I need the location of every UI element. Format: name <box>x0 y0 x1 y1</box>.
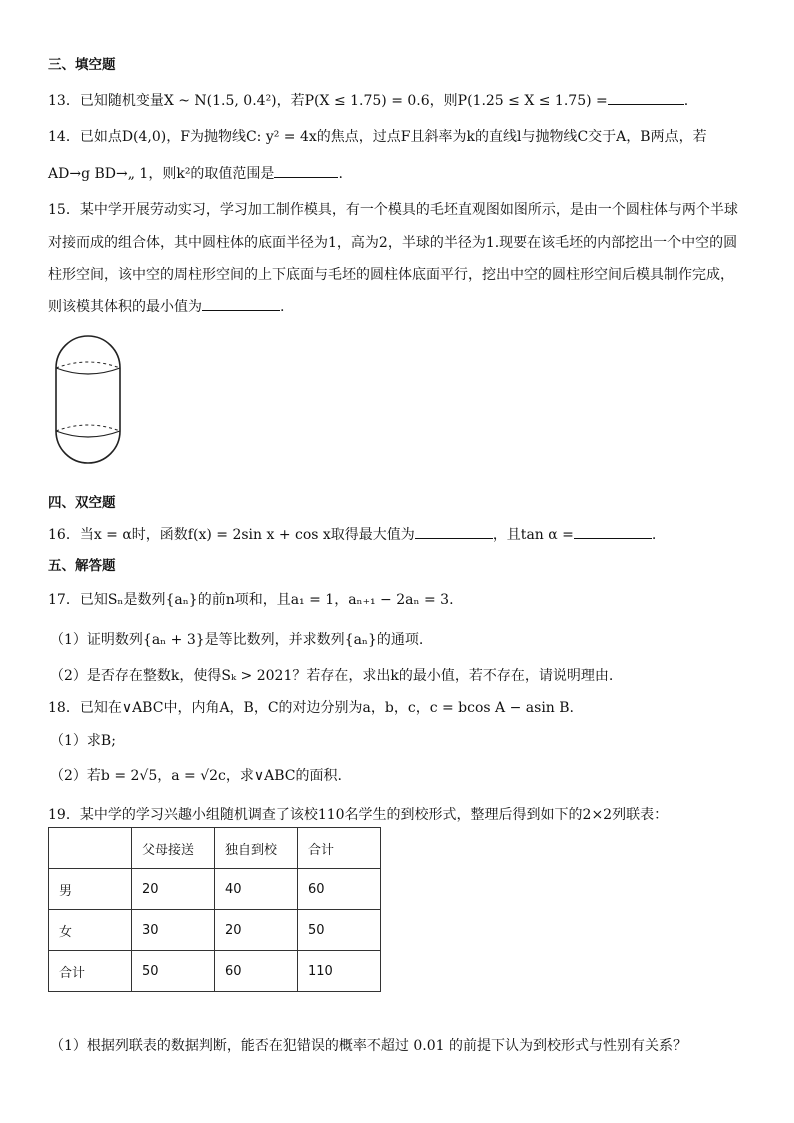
question-14-text-2: AD→g BD→„ 1，则k²的取值范围是 <box>48 166 275 182</box>
table-header-cell: 合计 <box>298 828 381 869</box>
question-13-text: 已知随机变量X ~ N(1.5, 0.4²)，若P(X ≤ 1.75) = 0.6，则P(1.25 ≤ X ≤ 1.75) = <box>79 93 608 109</box>
answer-blank-15[interactable] <box>202 296 280 311</box>
table-cell: 20 <box>215 910 298 951</box>
question-19 <box>48 805 668 825</box>
question-18-part1: （1）求B; <box>50 733 116 749</box>
question-18-text: 已知在∨ABC中，内角A，B，C的对边分别为a，b，c，c = bcos A − asin B. <box>79 700 574 716</box>
question-17-text: 已知Sₙ是数列{aₙ}的前n项和，且a₁ = 1，aₙ₊₁ − 2aₙ = 3. <box>79 592 454 608</box>
question-17-number: 17． <box>48 592 80 608</box>
question-15-line2: 对接而成的组合体，其中圆柱体的底面半径为1，高为2，半球的半径为1.现要在该毛坯的内部挖出一个中空的圆 <box>48 235 738 251</box>
section-title-answer: 五、解答题 <box>48 558 116 574</box>
question-17 <box>48 590 454 610</box>
section-title-double-blank: 四、双空题 <box>48 495 116 511</box>
table-cell: 30 <box>132 910 215 951</box>
question-15-line4 <box>48 296 284 317</box>
question-17-part1: （1）证明数列{aₙ + 3}是等比数列，并求数列{aₙ}的通项. <box>50 632 424 648</box>
bottom-ellipse-front <box>56 431 120 437</box>
contingency-table <box>48 827 381 992</box>
table-cell: 20 <box>132 869 215 910</box>
question-18-part2: （2）若b = 2√5，a = √2c，求∨ABC的面积. <box>50 768 342 784</box>
answer-blank-16b[interactable] <box>574 524 652 539</box>
question-16 <box>48 524 656 545</box>
table-header-cell: 独自到校 <box>215 828 298 869</box>
question-14-line1 <box>48 127 707 147</box>
question-15-tail: . <box>280 299 285 315</box>
question-14-line2 <box>48 163 343 184</box>
table-row <box>49 951 381 992</box>
question-15-text-1: 某中学开展劳动实习，学习加工制作模具，有一个模具的毛坯直观图如图所示，是由一个圆柱体与两个半球 <box>79 202 738 218</box>
bottom-ellipse-back <box>56 425 120 431</box>
question-19-part1: （1）根据列联表的数据判断，能否在犯错误的概率不超过 0.01 的前提下认为到校形式与性别有关系？ <box>50 1038 687 1054</box>
table-header-row <box>49 828 381 869</box>
question-18 <box>48 698 574 718</box>
table-cell: 50 <box>298 910 381 951</box>
answer-blank-16a[interactable] <box>415 524 493 539</box>
question-15-text-4: 则该模其体积的最小值为 <box>48 299 202 315</box>
table-cell: 合计 <box>49 951 132 992</box>
question-13-tail: . <box>683 93 689 109</box>
question-16-tail: . <box>651 527 657 543</box>
question-16-text-a: 当x = α时，函数f(x) = 2sin x + cos x取得最大值为 <box>79 527 415 543</box>
table-cell: 60 <box>215 951 298 992</box>
question-13 <box>48 90 688 111</box>
table-cell: 50 <box>132 951 215 992</box>
question-14-number: 14． <box>48 129 80 145</box>
answer-blank-14[interactable] <box>274 163 338 178</box>
top-ellipse-front <box>56 368 120 374</box>
question-19-number: 19． <box>48 807 80 823</box>
question-15-number: 15． <box>48 202 80 218</box>
question-14-tail: . <box>338 166 343 182</box>
table-cell: 男 <box>49 869 132 910</box>
table-header-cell <box>49 828 132 869</box>
question-19-text: 某中学的学习兴趣小组随机调查了该校110名学生的到校形式，整理后得到如下的2×2列联表： <box>79 807 669 823</box>
capsule-mold-figure <box>48 328 128 478</box>
question-17-part2: （2）是否存在整数k，使得Sₖ > 2021？若存在，求出k的最小值，若不存在，请说明理由. <box>50 668 614 684</box>
question-15-line1 <box>48 200 738 220</box>
table-cell: 40 <box>215 869 298 910</box>
table-cell: 110 <box>298 951 381 992</box>
table-cell: 60 <box>298 869 381 910</box>
table-cell: 女 <box>49 910 132 951</box>
question-16-number: 16． <box>48 527 80 543</box>
top-ellipse-back <box>56 362 120 368</box>
section-title-fill-in: 三、填空题 <box>48 57 116 73</box>
question-15-line3: 柱形空间，该中空的周柱形空间的上下底面与毛坯的圆柱体底面平行，挖出中空的圆柱形空间后模具制作完成， <box>48 267 734 283</box>
answer-blank-13[interactable] <box>608 90 684 105</box>
table-row <box>49 910 381 951</box>
table-header-cell: 父母接送 <box>132 828 215 869</box>
table-row <box>49 869 381 910</box>
question-14-text: 已如点D(4,0)，F为抛物线C: y² = 4x的焦点，过点F且斜率为k的直线l与抛物线C交于A，B两点，若 <box>79 129 707 145</box>
question-18-number: 18． <box>48 700 80 716</box>
question-13-number: 13． <box>48 93 80 109</box>
question-16-text-b: ，且tan α = <box>492 527 574 543</box>
